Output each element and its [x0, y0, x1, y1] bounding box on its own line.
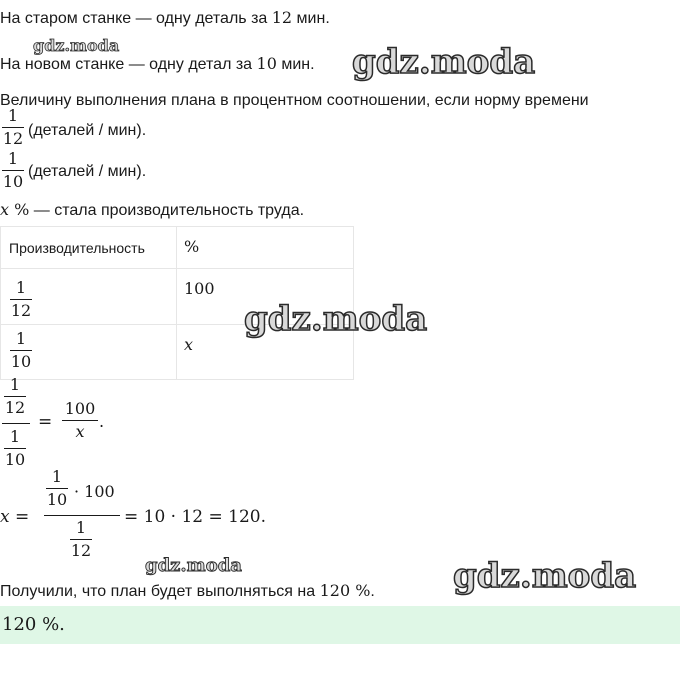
fraction-denominator: 10 — [2, 172, 24, 191]
text-old-machine — [0, 8, 330, 28]
fraction-table-row2 — [10, 330, 32, 371]
text-old-machine-post: мин. — [292, 10, 330, 27]
fraction-numerator: 1 — [9, 375, 21, 394]
fraction-denominator: 12 — [70, 541, 92, 560]
fraction-rate-new — [2, 150, 24, 191]
text-new-machine-pre: На новом станке — одну детал за — [0, 56, 257, 73]
fraction-numerator: 1 — [7, 106, 19, 125]
fraction-denominator: 12 — [4, 398, 26, 417]
table-header-row — [1, 227, 354, 269]
watermark-logo: gdz.moda — [453, 556, 637, 596]
fraction-denominator: 12 — [10, 301, 32, 320]
fraction-denominator: 10 — [10, 352, 32, 371]
equals-sign: = — [38, 412, 53, 432]
fraction-numerator: 1 — [15, 329, 27, 348]
fraction-bar — [4, 396, 26, 397]
text-rate-old-unit: (деталей / мин). — [28, 122, 147, 139]
text-variable-definition-desc: — стала производительность труда. — [29, 202, 305, 219]
text-conclusion-end: . — [370, 583, 375, 600]
fraction-eq2-outer — [70, 519, 92, 560]
fraction-eq2-inner — [46, 468, 68, 509]
fraction-numerator: 1 — [75, 518, 87, 537]
answer-text: 120 %. — [2, 614, 65, 635]
percent-sign: % — [9, 200, 30, 219]
table-value-x: x — [184, 335, 194, 354]
watermark-logo: gdz.moda — [352, 42, 536, 82]
fraction-denominator: 10 — [46, 490, 68, 509]
fraction-numerator: 1 — [9, 427, 21, 446]
fraction-bar — [46, 488, 68, 489]
fraction-numerator: 1 — [51, 467, 63, 486]
text-rate-new-unit: (деталей / мин). — [28, 163, 147, 180]
answer-box — [0, 606, 680, 644]
fraction-bar — [10, 299, 32, 300]
watermark-logo: gdz.moda — [33, 36, 120, 55]
fraction-denominator: 10 — [4, 450, 26, 469]
fraction-bar — [10, 350, 32, 351]
fraction-eq1-top — [4, 376, 26, 417]
text-new-machine — [0, 54, 315, 74]
fraction-bar — [2, 127, 24, 128]
table-header-productivity: Производительность — [9, 240, 145, 256]
fraction-eq1-main-bar — [2, 423, 30, 424]
fraction-eq1-bottom — [4, 428, 26, 469]
fraction-denominator: 12 — [2, 129, 24, 148]
fraction-table-row1 — [10, 279, 32, 320]
text-conclusion — [0, 581, 375, 601]
equation2-lhs: x = — [0, 507, 30, 527]
equation2-rhs: = 10 · 12 = 120. — [124, 507, 267, 527]
table-value-100: 100 — [184, 279, 215, 298]
fraction-bar — [62, 420, 98, 421]
period: . — [99, 412, 105, 431]
table-header-cell — [177, 227, 354, 269]
equation2-times: · 100 — [74, 482, 115, 501]
fraction-bar — [2, 170, 24, 171]
fraction-denominator: x — [75, 422, 85, 441]
fraction-numerator: 1 — [15, 278, 27, 297]
fraction-rate-old — [2, 107, 24, 148]
fraction-numerator: 100 — [64, 399, 96, 418]
fraction-eq1-rhs — [62, 400, 98, 441]
table-cell — [1, 269, 177, 325]
text-conclusion-pre: Получили, что план будет выполняться на — [0, 583, 320, 600]
watermark-logo: gdz.moda — [244, 299, 428, 339]
text-variable-definition — [0, 200, 304, 220]
fraction-bar — [70, 539, 92, 540]
fraction-bar — [4, 448, 26, 449]
watermark-logo: gdz.moda — [145, 555, 242, 576]
fraction-eq2-main-bar — [44, 515, 120, 516]
text-new-machine-post: мин. — [276, 56, 315, 73]
text-old-machine-pre: На старом станке — одну деталь за — [0, 10, 272, 27]
variable-x: x — [0, 200, 10, 219]
table-cell — [1, 325, 177, 380]
conclusion-value: 120 % — [319, 581, 371, 600]
text-old-machine-num: 12 — [271, 8, 293, 27]
fraction-numerator: 1 — [7, 149, 19, 168]
table-header-percent: % — [184, 237, 200, 256]
text-plan-intro: Величину выполнения плана в процентном соотношении, если норму времени — [0, 92, 589, 109]
text-new-machine-num: 10 — [256, 54, 277, 73]
table-header-cell — [1, 227, 177, 269]
